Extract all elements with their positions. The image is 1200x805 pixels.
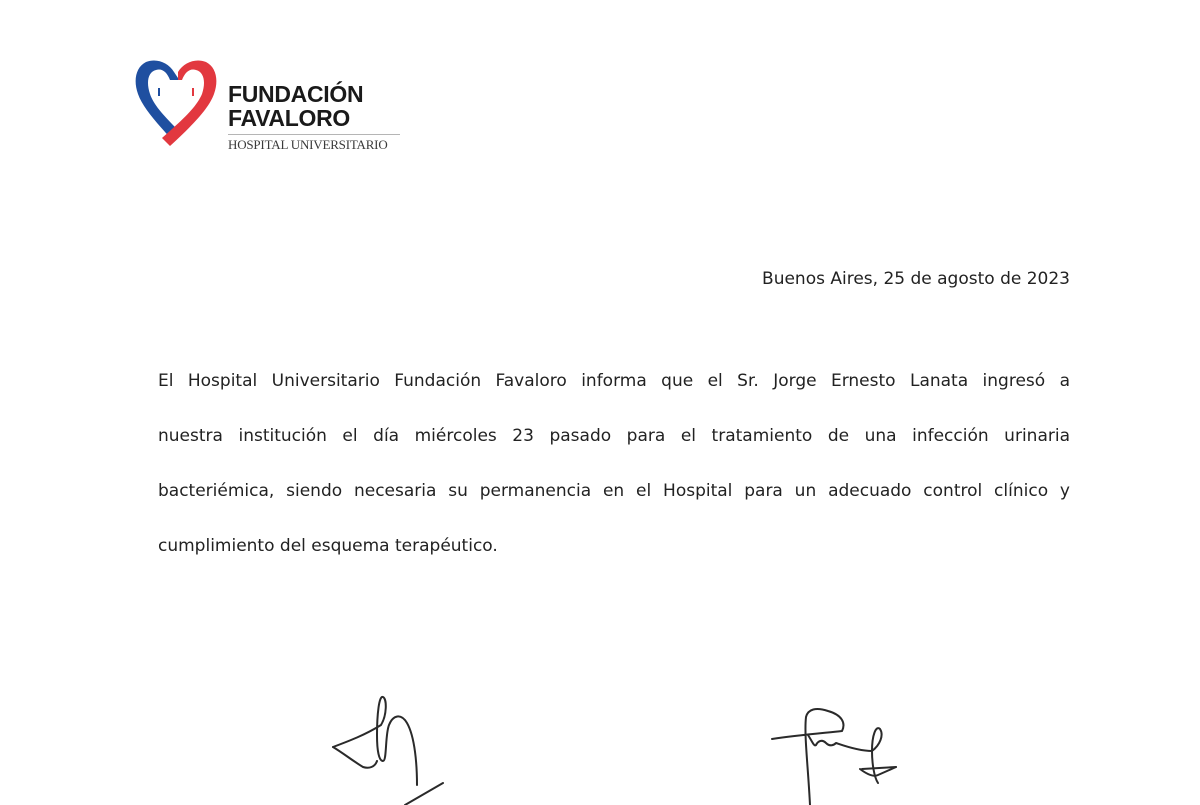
paragraph-line: cumplimiento del esquema terapéutico.	[158, 536, 498, 556]
logo-wordmark	[228, 82, 408, 152]
paragraph-line: nuestra institución el día miércoles 23 pasado para el tratamiento de una infección urinaria	[158, 426, 1070, 446]
logo-title-line1: FUNDACIÓN	[228, 81, 364, 107]
fundacion-favaloro-logo	[134, 58, 414, 158]
logo-subtitle: HOSPITAL UNIVERSITARIO	[228, 137, 388, 152]
paragraph-line: El Hospital Universitario Fundación Favaloro informa que el Sr. Jorge Ernesto Lanata ingresó a	[158, 371, 1070, 391]
logo-title-line2: FAVALORO	[228, 105, 350, 131]
letter-date: Buenos Aires, 25 de agosto de 2023	[762, 269, 1070, 289]
paragraph-line: bacteriémica, siendo necesaria su permanencia en el Hospital para un adecuado control clínico y	[158, 481, 1070, 501]
handwritten-signature-right-icon	[768, 695, 918, 805]
heart-cross-logo-icon	[134, 58, 218, 150]
letter-body-paragraph	[158, 368, 1070, 588]
handwritten-signature-left-icon	[325, 695, 465, 805]
logo-divider	[228, 134, 400, 135]
